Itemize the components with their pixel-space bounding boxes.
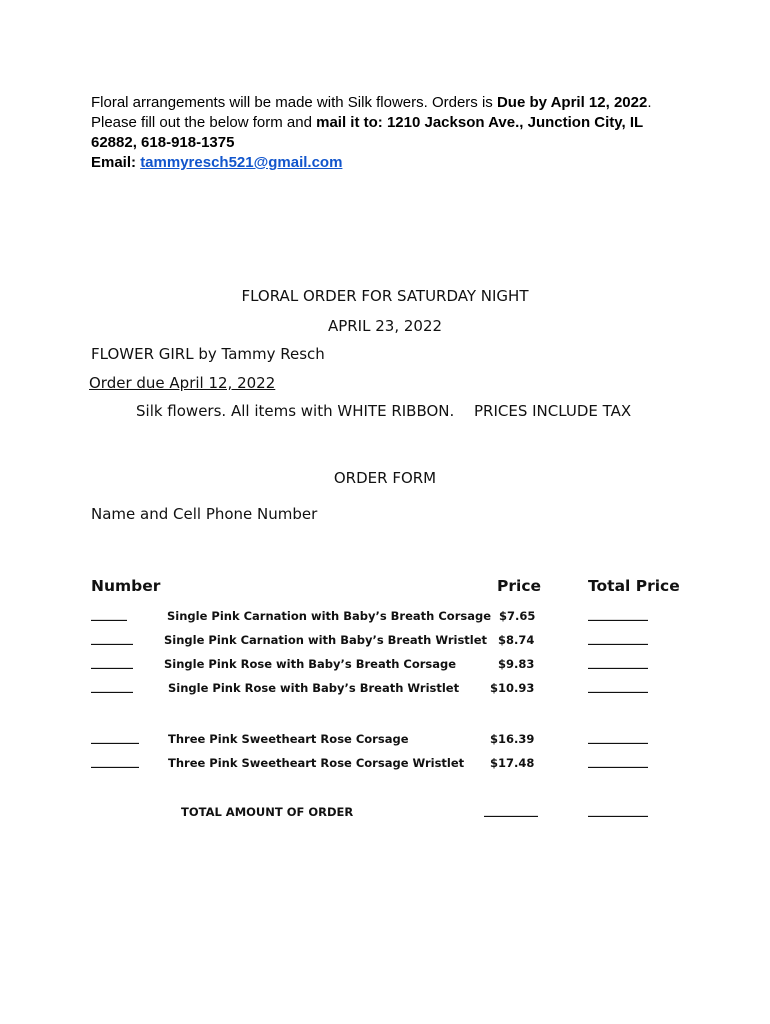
column-header-price: Price xyxy=(497,577,542,595)
total-price-column-blank[interactable]: _________ xyxy=(484,803,538,817)
intro-paragraph xyxy=(91,93,652,173)
total-price-blank[interactable]: __________ xyxy=(588,655,648,669)
number-blank[interactable]: _______ xyxy=(91,631,133,645)
item-name: Single Pink Rose with Baby’s Breath Wristlet xyxy=(168,681,460,695)
item-price: $17.48 xyxy=(490,756,535,770)
silk-note: Silk flowers. All items with WHITE RIBBON. xyxy=(136,402,455,420)
total-price-blank[interactable]: __________ xyxy=(588,607,648,621)
item-price: $7.65 xyxy=(499,609,536,623)
item-name: Single Pink Rose with Baby’s Breath Corsage xyxy=(164,657,457,671)
total-price-blank[interactable]: __________ xyxy=(588,679,648,693)
total-price-blank[interactable]: __________ xyxy=(588,754,648,768)
intro-line-2: Please fill out the below form and mail it to: 1210 Jackson Ave., Junction City, IL xyxy=(91,114,644,131)
number-blank[interactable]: ________ xyxy=(91,754,139,768)
name-phone-label: Name and Cell Phone Number xyxy=(91,505,318,523)
order-due: Order due April 12, 2022 xyxy=(89,374,276,392)
total-price-blank[interactable]: __________ xyxy=(588,730,648,744)
column-header-total-price: Total Price xyxy=(588,577,680,595)
vendor-name: FLOWER GIRL by Tammy Resch xyxy=(91,345,325,363)
item-price: $16.39 xyxy=(490,732,535,746)
total-amount-label: TOTAL AMOUNT OF ORDER xyxy=(181,805,354,819)
item-name: Single Pink Carnation with Baby’s Breath Wristlet xyxy=(164,633,488,647)
column-header-number: Number xyxy=(91,577,161,595)
item-price: $9.83 xyxy=(498,657,535,671)
item-name: Three Pink Sweetheart Rose Corsage xyxy=(168,732,409,746)
intro-line-4: Email: tammyresch521@gmail.com xyxy=(91,154,343,171)
intro-line-1: Floral arrangements will be made with Silk flowers. Orders is Due by April 12, 2022. xyxy=(91,94,652,111)
number-blank[interactable]: ________ xyxy=(91,730,139,744)
form-title: ORDER FORM xyxy=(333,469,437,487)
item-name: Single Pink Carnation with Baby’s Breath Corsage xyxy=(167,609,492,623)
item-price: $10.93 xyxy=(490,681,535,695)
number-blank[interactable]: _______ xyxy=(91,679,133,693)
intro-line-3: 62882, 618-918-1375 xyxy=(91,134,235,151)
number-blank[interactable]: ______ xyxy=(91,607,127,621)
item-price: $8.74 xyxy=(498,633,535,647)
order-title: FLORAL ORDER FOR SATURDAY NIGHT xyxy=(241,287,529,305)
order-date: APRIL 23, 2022 xyxy=(327,317,443,335)
total-price-blank[interactable]: __________ xyxy=(588,631,648,645)
total-amount-blank[interactable]: __________ xyxy=(588,803,648,817)
number-blank[interactable]: _______ xyxy=(91,655,133,669)
item-name: Three Pink Sweetheart Rose Corsage Wristlet xyxy=(168,756,465,770)
tax-note: PRICES INCLUDE TAX xyxy=(474,402,632,420)
email-link[interactable]: tammyresch521@gmail.com xyxy=(140,154,343,171)
